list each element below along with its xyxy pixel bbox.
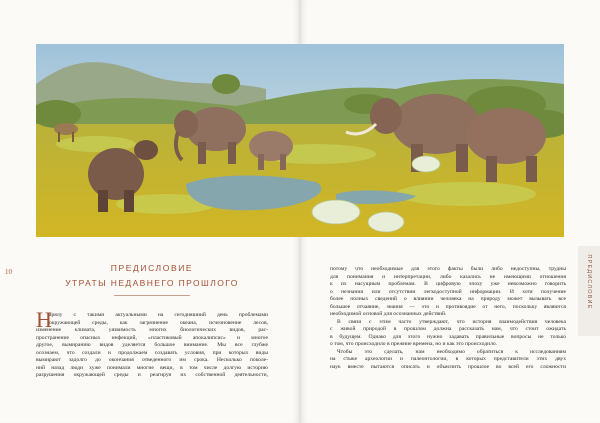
text-line: более полных сведений о влиянии человека на природу может вызывать все — [330, 296, 566, 302]
text-line: Чтобы это сделать, нам необходимо обратиться к исследованиям — [337, 348, 566, 355]
text-line: для понимания и интерпретации, либо казались не имеющими отношения — [330, 273, 566, 280]
text-line: о том, что происходило в прежние времена, но и как это происходило. — [330, 341, 498, 347]
text-line: изменение климата, уязвимость многих биологических видов, рас- — [36, 327, 268, 333]
text-line: с живой природой в прошлом должна рассказать нам, что стоит ожидать — [330, 326, 566, 332]
text-line: пространение опасных инфекций, «пластиковый апокалипсис» и многое — [36, 334, 268, 341]
text-line: наук вместе пытаются описать и объяснить прошлое во всей его сложности — [330, 363, 566, 370]
chapter-subtitle: УТРАТЫ НЕДАВНЕГО ПРОШЛОГО — [65, 278, 239, 288]
text-line: большее отчаяние, знания — это и противоядие от него, поскольку являются — [330, 303, 566, 310]
right-body-text — [330, 266, 566, 371]
text-line: в будущем. Однако для этого нужно задавать правильные вопросы не только — [330, 333, 566, 340]
chapter-title: ПРЕДИСЛОВИЕ — [110, 263, 194, 273]
text-line: на стыке археологии и палеонтологии, в которых представители этих двух — [330, 356, 566, 362]
title-divider — [114, 295, 190, 296]
text-line: арялу с такими актуальными на сегодняшний день проблемами — [49, 312, 268, 318]
prehistoric-landscape-illustration — [36, 44, 564, 237]
text-line: ний назад люди хуже понимали многие вещи, в том числе долгую историю — [36, 364, 268, 371]
text-line: к их насущным проблемам. В цифровую эпоху уже невозможно говорить — [330, 281, 566, 287]
text-line: о незнании или отсутствии легкодоступной информации. И хотя получение — [330, 288, 566, 295]
drop-cap: Н — [36, 307, 52, 332]
text-line: другое, вымиранию видов уделяется большое внимание. Мы все глубже — [36, 342, 268, 348]
text-line: В связи с этим часто утверждают, что история взаимодействия человека — [337, 318, 566, 325]
running-header: ПРЕДИСЛОВИЕ — [586, 254, 592, 310]
page-number-left: 10 — [5, 268, 12, 276]
text-line: вымирают задолго до окончания отведенного им срока. Несколько поколе- — [36, 357, 268, 363]
left-body-text — [36, 307, 268, 380]
text-line: окружающей среды, как загрязнение океана, исчезновение лесов, — [49, 319, 268, 326]
text-line: потому что необходимые для этого факты были либо недоступны, трудны — [330, 266, 566, 272]
text-line: разрушения окружающей среды и реагируя их собственной деятельности, — [36, 372, 268, 378]
text-line: необходимой основой для осознанных действий. — [330, 311, 447, 317]
text-line: осознаем, что создали и продолжаем создавать условия, при которых виды — [36, 349, 268, 356]
